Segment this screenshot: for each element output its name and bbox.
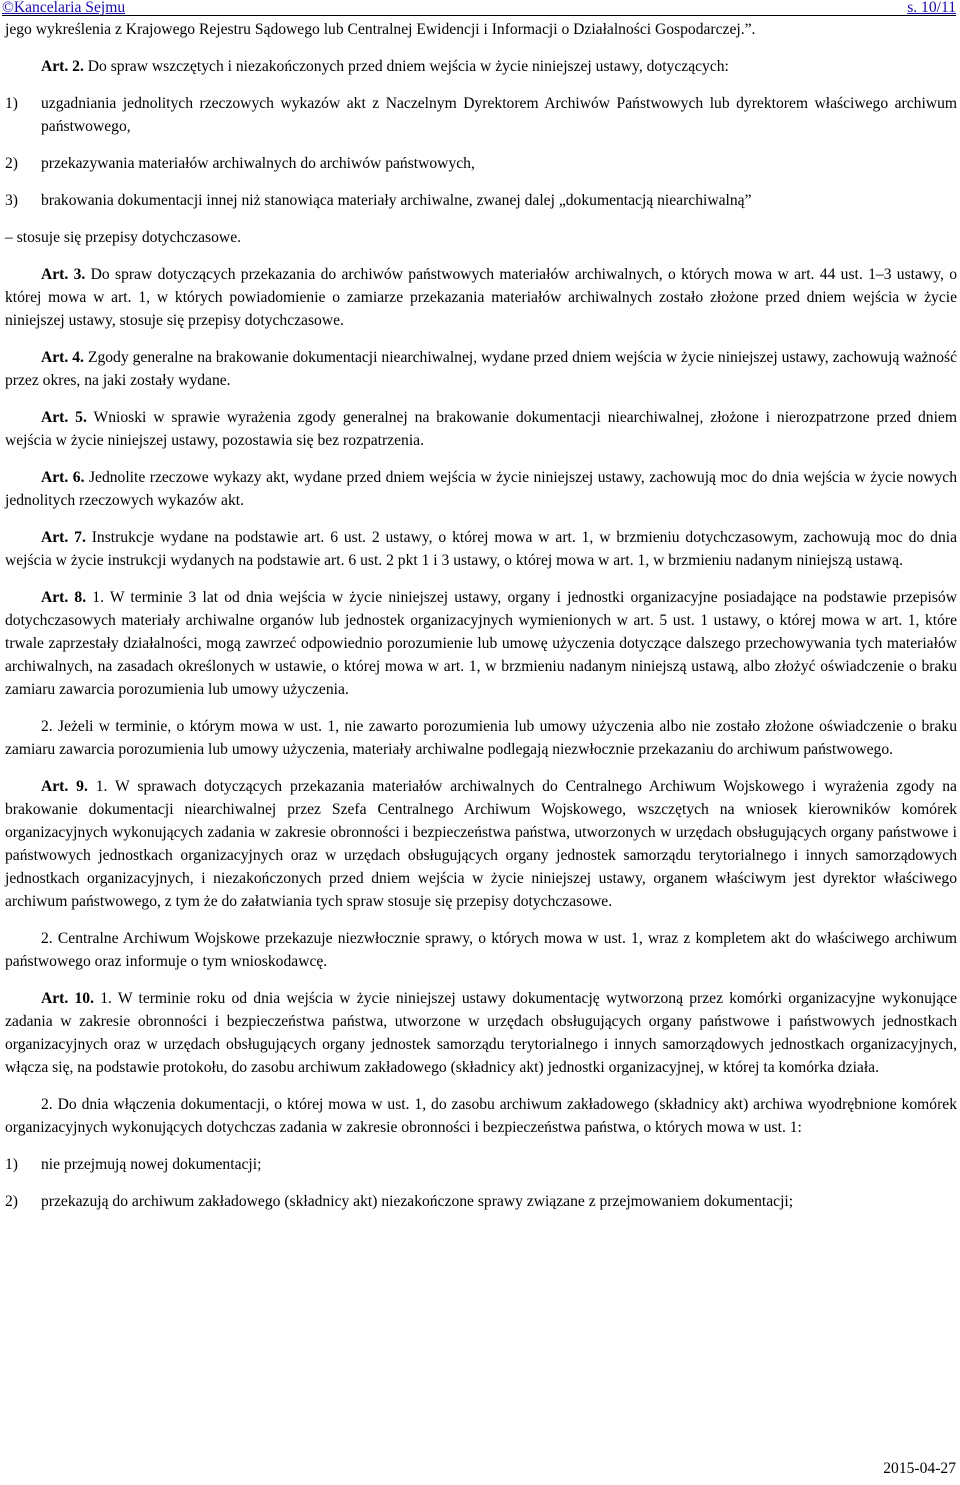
- article-6: Art. 6. Jednolite rzeczowe wykazy akt, wydane przed dniem wejścia w życie niniejszej ustawy, zachowują moc do dnia wejścia w życie nowych jednolitych rzeczowych wykazów akt.: [5, 469, 957, 509]
- page-number-link[interactable]: s. 10/11: [907, 0, 956, 16]
- document-body: [5, 18, 957, 1213]
- list-item: 2) przekazywania materiałów archiwalnych do archiwów państwowych,: [5, 155, 475, 172]
- article-label: Art. 10.: [41, 990, 94, 1007]
- article-label: Art. 5.: [41, 409, 87, 426]
- article-label: Art. 3.: [41, 266, 86, 283]
- copyright-link[interactable]: ©Kancelaria Sejmu: [2, 0, 126, 16]
- footer-date: 2015-04-27: [883, 1460, 956, 1477]
- article-10-para-2: 2. Do dnia włączenia dokumentacji, o której mowa w ust. 1, do zasobu archiwum zakładowego (składnicy akt) archiwa wyodrębnione komórek organizacyjnych wykonujących dotychczas zadania w zakresie obronności i bezpieczeństwa państwa, o których mowa w ust. 1:: [5, 1096, 957, 1136]
- article-3: Art. 3. Do spraw dotyczących przekazania do archiwów państwowych materiałów archiwalnych, o których mowa w art. 44 ust. 1–3 ustawy, o której mowa w art. 1, w których powiadomienie o zamiarze przekazania materiałów archiwalnych zostało złożone przed dniem wejścia w życie niniejszej ustawy, stosuje się przepisy dotychczasowe.: [5, 266, 957, 329]
- header-rule: [2, 15, 956, 16]
- article-9-para-1: Art. 9. 1. W sprawach dotyczących przekazania materiałów archiwalnych do Centralnego Archiwum Wojskowego i wyrażenia zgody na brakowanie dokumentacji niearchiwalnej przez Szefa Centralnego Archiwum Wojskowego, wszczętych na wniosek kierowników komórek organizacyjnych wykonujących zadania w zakresie obronności i bezpieczeństwa państwa, utworzonych w urzędach obsługujących organy państwowe i państwowych jednostkach organizacyjnych oraz w urzędach obsługujących organy jednostek samorządu terytorialnego i innych samorządowych jednostkach organizacyjnych, i niezakończonych przed dniem wejścia w życie niniejszej ustawy, organem właściwym jest dyrektor właściwego archiwum państwowego, z tym że do załatwiania tych spraw stosuje się przepisy dotychczasowe.: [5, 778, 957, 910]
- article-8-para-2: 2. Jeżeli w terminie, o którym mowa w ust. 1, nie zawarto porozumienia lub umowy użyczenia albo nie zostało złożone oświadczenie o braku zamiaru zawarcia porozumienia lub umowy użyczenia, materiały archiwalne podlegają niezwłocznie przekazaniu do archiwum państwowego.: [5, 718, 957, 758]
- list-item: 3) brakowania dokumentacji innej niż stanowiąca materiały archiwalne, zwanej dalej „dokumentacją niearchiwalną”: [5, 192, 752, 209]
- article-label: Art. 8.: [41, 589, 87, 606]
- page-header: [0, 0, 960, 16]
- article-label: Art. 2.: [41, 58, 84, 75]
- article-10-para-1: Art. 10. 1. W terminie roku od dnia wejścia w życie niniejszej ustawy dokumentację wytworzoną przez komórki organizacyjne wykonujące zadania w zakresie obronności i bezpieczeństwa państwa, utworzone w urzędach obsługujących organy państwowe i państwowych jednostkach organizacyjnych oraz w urzędach obsługujących organy jednostek samorządu terytorialnego i innych samorządowych jednostkach organizacyjnych, włącza się, na podstawie protokołu, do zasobu archiwum zakładowego (składnicy akt) jednostki organizacyjnej, w której ta komórka działa.: [5, 990, 957, 1076]
- list-item: 1) nie przejmują nowej dokumentacji;: [5, 1156, 262, 1173]
- article-8-para-1: Art. 8. 1. W terminie 3 lat od dnia wejścia w życie niniejszej ustawy, organy i jednostki organizacyjne posiadające na podstawie przepisów dotychczasowych materiały archiwalne organów lub jednostek organizacyjnych wymienionych w art. 5 ust. 1 ustawy, o której mowa w art. 1, które trwale zaprzestały działalności, mogą zawrzeć odpowiednio porozumienie lub umowę użyczenia dotyczące dalszego przechowywania tych materiałów archiwalnych, na zasadach określonych w ustawie, o której mowa w art. 1, w brzmieniu nadanym niniejszą ustawą, albo złożyć oświadczenie o braku zamiaru zawarcia porozumienia lub umowy użyczenia.: [5, 589, 957, 698]
- list-item: 2) przekazują do archiwum zakładowego (składnicy akt) niezakończone sprawy związane z przejmowaniem dokumentacji;: [5, 1193, 794, 1210]
- article-label: Art. 9.: [41, 778, 88, 795]
- list-item: 1) uzgadniania jednolitych rzeczowych wykazów akt z Naczelnym Dyrektorem Archiwów Państwowych lub dyrektorem właściwego archiwum państwowego,: [5, 95, 957, 135]
- article-label: Art. 6.: [41, 469, 85, 486]
- article-5: Art. 5. Wnioski w sprawie wyrażenia zgody generalnej na brakowanie dokumentacji niearchiwalnej, złożone i nierozpatrzone przed dniem wejścia w życie niniejszej ustawy, pozostawia się bez rozpatrzenia.: [5, 409, 957, 449]
- article-4: Art. 4. Zgody generalne na brakowanie dokumentacji niearchiwalnej, wydane przed dniem wejścia w życie niniejszej ustawy, zachowują ważność przez okres, na jaki zostały wydane.: [5, 349, 958, 389]
- paragraph-continuation: jego wykreślenia z Krajowego Rejestru Sądowego lub Centralnej Ewidencji i Informacji o Działalności Gospodarczej.”.: [5, 21, 756, 38]
- article-2-tail: – stosuje się przepisy dotychczasowe.: [5, 229, 242, 246]
- article-label: Art. 4.: [41, 349, 84, 366]
- article-9-para-2: 2. Centralne Archiwum Wojskowe przekazuje niezwłocznie sprawy, o których mowa w ust. 1, wraz z kompletem akt do właściwego archiwum państwowego oraz informuje o tym wnioskodawcę.: [5, 930, 957, 970]
- article-7: Art. 7. Instrukcje wydane na podstawie art. 6 ust. 2 ustawy, o której mowa w art. 1, w brzmieniu dotychczasowym, zachowują moc do dnia wejścia w życie instrukcji wydanych na podstawie art. 6 ust. 2 pkt 1 i 3 ustawy, o której mowa w art. 1, w brzmieniu nadanym niniejszą ustawą.: [5, 529, 957, 569]
- article-label: Art. 7.: [41, 529, 86, 546]
- article-2: Art. 2. Do spraw wszczętych i niezakończonych przed dniem wejścia w życie niniejszej ustawy, dotyczących:: [41, 58, 729, 75]
